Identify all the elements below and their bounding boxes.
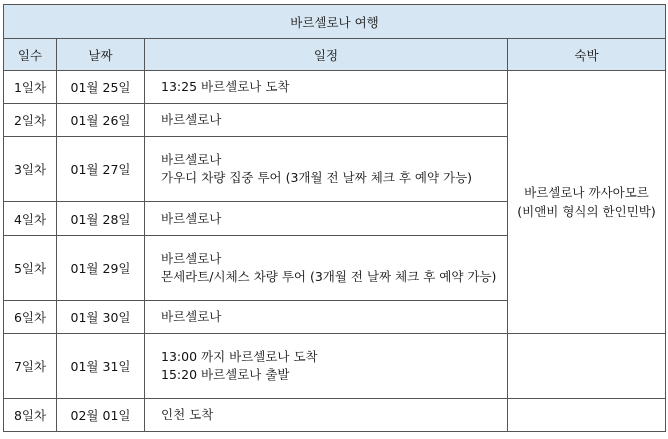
date-cell: 02월 01일 — [57, 399, 145, 432]
day-cell: 4일차 — [4, 202, 57, 236]
table-row — [4, 334, 666, 399]
plan-cell — [145, 137, 508, 202]
day-cell: 6일차 — [4, 301, 57, 334]
plan-cell — [145, 202, 508, 236]
plan-cell — [145, 236, 508, 301]
day-cell: 1일차 — [4, 71, 57, 104]
plan-line: 바르셀로나 — [161, 309, 222, 324]
plan-line: 바르셀로나 — [161, 112, 222, 127]
plan-line: 몬세라트/시체스 차량 투어 (3개월 전 날짜 체크 후 예약 가능) — [161, 269, 497, 284]
plan-line: 인천 도착 — [161, 407, 214, 422]
plan-line: 13:00 까지 바르셀로나 도착 — [161, 349, 318, 364]
date-cell: 01월 28일 — [57, 202, 145, 236]
header-row — [4, 39, 666, 71]
date-cell: 01월 30일 — [57, 301, 145, 334]
itinerary-table — [3, 4, 666, 432]
stay-cell-empty — [508, 334, 666, 399]
header-stay: 숙박 — [508, 39, 666, 71]
plan-cell — [145, 104, 508, 137]
plan-cell — [145, 301, 508, 334]
plan-cell — [145, 399, 508, 432]
table-row — [4, 399, 666, 432]
day-cell: 3일차 — [4, 137, 57, 202]
plan-line: 가우디 차량 집중 투어 (3개월 전 날짜 체크 후 예약 가능) — [161, 170, 473, 185]
date-cell: 01월 31일 — [57, 334, 145, 399]
date-cell: 01월 25일 — [57, 71, 145, 104]
plan-line: 15:20 바르셀로나 출발 — [161, 367, 290, 382]
plan-line: 바르셀로나 — [161, 152, 222, 167]
date-cell: 01월 26일 — [57, 104, 145, 137]
day-cell: 5일차 — [4, 236, 57, 301]
plan-line: 바르셀로나 — [161, 210, 222, 226]
date-cell: 01월 29일 — [57, 236, 145, 301]
stay-line-1: 바르셀로나 까사아모르 — [524, 185, 649, 200]
header-date: 날짜 — [57, 39, 145, 71]
plan-cell — [145, 334, 508, 399]
header-plan: 일정 — [145, 39, 508, 71]
plan-cell — [145, 71, 508, 104]
stay-cell — [508, 71, 666, 334]
table-title: 바르셀로나 여행 — [4, 5, 666, 39]
plan-line: 바르셀로나 — [161, 251, 222, 266]
plan-line: 13:25 바르셀로나 도착 — [161, 79, 290, 94]
day-cell: 8일차 — [4, 399, 57, 432]
day-cell: 2일차 — [4, 104, 57, 137]
table-row — [4, 71, 666, 104]
date-cell: 01월 27일 — [57, 137, 145, 202]
day-cell: 7일차 — [4, 334, 57, 399]
stay-cell-empty — [508, 399, 666, 432]
stay-line-2: (비앤비 형식의 한인민박) — [517, 204, 656, 219]
header-day: 일수 — [4, 39, 57, 71]
title-row — [4, 5, 666, 39]
